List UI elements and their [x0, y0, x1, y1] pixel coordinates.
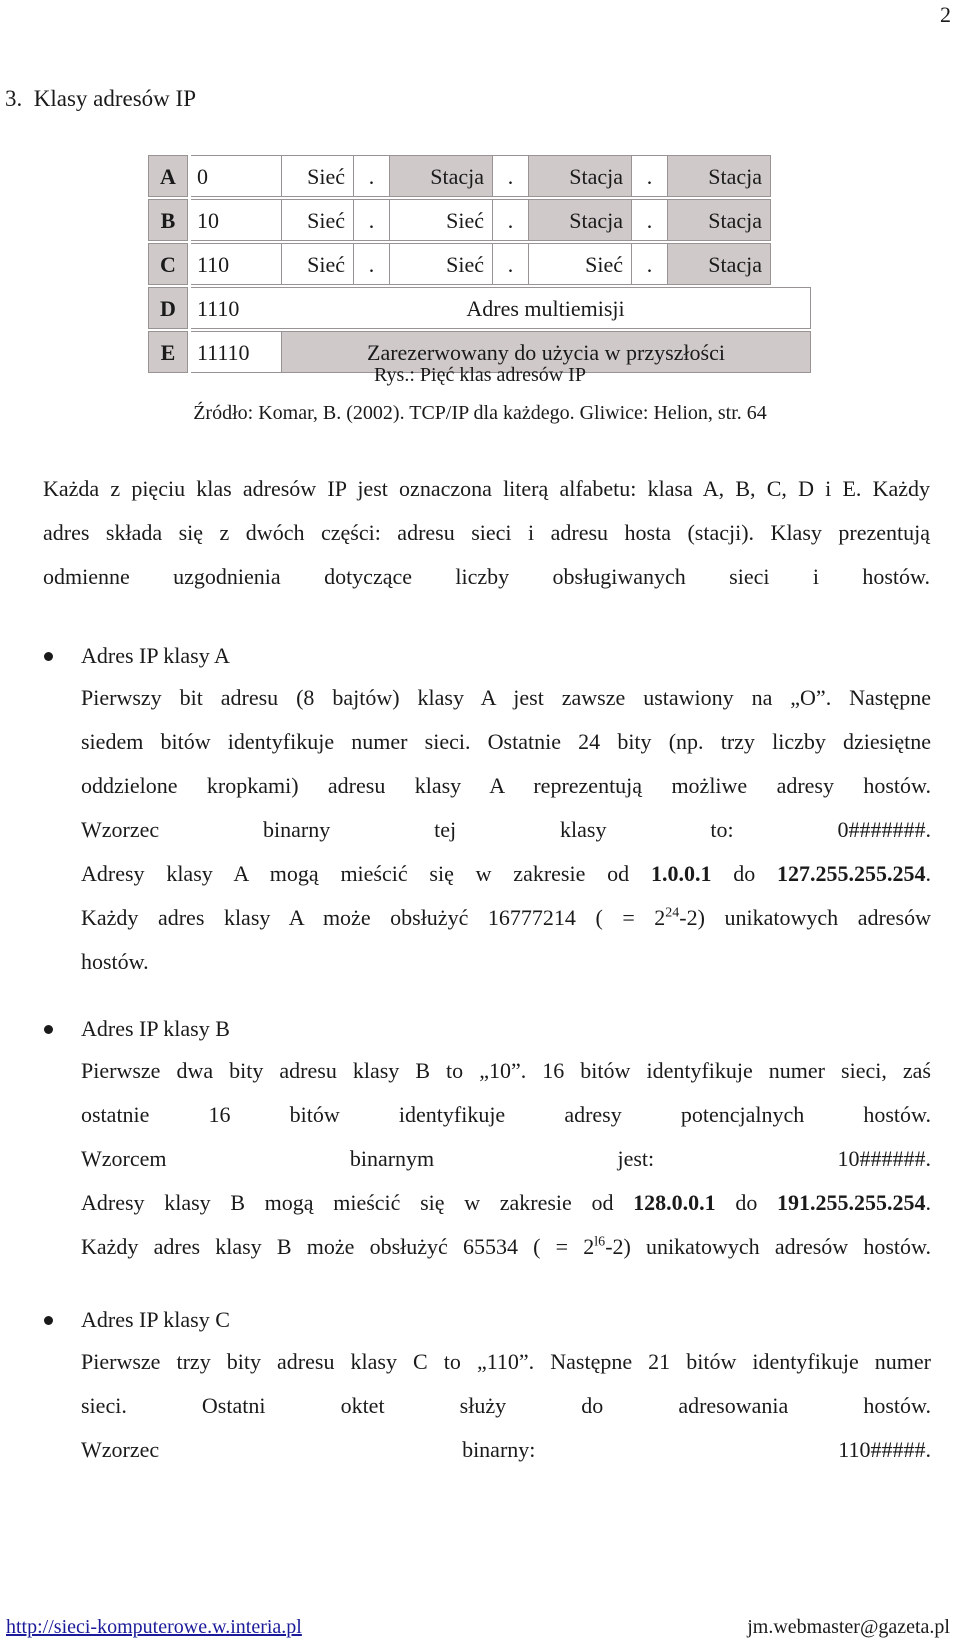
ip-classes-figure: [148, 155, 811, 375]
bullet-icon: [44, 652, 53, 661]
octet-separator: .: [493, 243, 528, 285]
class-description: Zarezerwowany do użycia w przyszłości: [281, 331, 811, 373]
text-line: Każda z pięciu klas adresów IP jest oznaczona literą alfabetu: klasa A, B, C, D i E. Każdy: [43, 476, 930, 501]
range-text: Adresy klasy B mogą mieścić się w zakresie od: [81, 1190, 634, 1215]
address-segment: Stacja: [528, 155, 632, 197]
octet-separator: .: [354, 243, 389, 285]
address-segment: Stacja: [528, 199, 632, 241]
text-line: Pierwsze trzy bity adresu klasy C to „110”. Następne 21 bitów identyfikuje numer: [81, 1349, 931, 1374]
address-segment: Stacja: [667, 155, 771, 197]
octet-separator: .: [493, 199, 528, 241]
octet-separator: .: [354, 199, 389, 241]
address-segment: Sieć: [389, 243, 493, 285]
range-text: do: [711, 861, 777, 886]
class-row-b: [148, 199, 811, 243]
host-count-text: -2) unikatowych adresów hostów.: [605, 1234, 932, 1259]
text-line: ostatnie 16 bitów identyfikuje adresy potencjalnych hostów.: [81, 1102, 931, 1127]
text-line: hostów.: [81, 949, 149, 974]
binary-pattern: Wzorzec binarny: 110#####.: [81, 1437, 931, 1462]
section-heading: 3. Klasy adresów IP: [5, 86, 196, 111]
exponent: l6: [594, 1234, 606, 1250]
address-segment: Stacja: [667, 199, 771, 241]
page-number: 2: [940, 2, 951, 27]
class-a-title: Adres IP klasy A: [81, 643, 230, 668]
address-range: [81, 852, 931, 896]
class-row-a: [148, 155, 811, 199]
address-segment: Stacja: [389, 155, 493, 197]
class-bits: 0: [191, 155, 281, 197]
figure-caption: Rys.: Pięć klas adresów IP: [374, 364, 586, 386]
footer-website-link[interactable]: http://sieci-komputerowe.w.interia.pl: [6, 1616, 302, 1638]
text-line: Pierwsze dwa bity adresu klasy B to „10”. 16 bitów identyfikuje numer sieci, zaś: [81, 1058, 931, 1083]
address-segment: Sieć: [281, 155, 354, 197]
class-letter: B: [148, 199, 188, 241]
octet-separator: .: [632, 199, 667, 241]
binary-pattern: Wzorcem binarnym jest: 10######.: [81, 1146, 931, 1171]
address-segment: Sieć: [389, 199, 493, 241]
exponent: 24: [665, 905, 680, 921]
class-bits: 110: [191, 243, 281, 285]
address-segment: Sieć: [281, 243, 354, 285]
range-to: 191.255.255.254: [777, 1190, 926, 1215]
address-segment: Sieć: [281, 199, 354, 241]
host-count-text: Każdy adres klasy A może obsłużyć 16777214 ( = 2: [81, 905, 666, 930]
class-b-body: [81, 1049, 931, 1269]
class-letter: C: [148, 243, 188, 285]
range-from: 1.0.0.1: [650, 861, 712, 886]
octet-separator: .: [632, 155, 667, 197]
text-line: oddzielone kropkami) adresu klasy A reprezentują możliwe adresy hostów.: [81, 773, 931, 798]
class-bits: 11110: [191, 331, 281, 373]
range-to: 127.255.255.254: [777, 861, 926, 886]
intro-paragraph: [43, 467, 930, 599]
bullet-icon: [44, 1316, 53, 1325]
class-letter: D: [148, 287, 188, 329]
class-letter: A: [148, 155, 188, 197]
octet-separator: .: [354, 155, 389, 197]
figure-source: Źródło: Komar, B. (2002). TCP/IP dla każdego. Gliwice: Helion, str. 64: [193, 402, 767, 424]
class-letter: E: [148, 331, 188, 373]
host-count-text: -2) unikatowych adresów: [679, 905, 932, 930]
text-line: adres składa się z dwóch części: adresu sieci i adresu hosta (stacji). Klasy prezentują: [43, 520, 930, 545]
text-line: sieci. Ostatni oktet służy do adresowania hostów.: [81, 1393, 931, 1418]
class-b-title: Adres IP klasy B: [81, 1016, 230, 1041]
class-row-c: [148, 243, 811, 287]
text-line: Pierwszy bit adresu (8 bajtów) klasy A jest zawsze ustawiony na „O”. Następne: [81, 685, 931, 710]
address-segment: Stacja: [667, 243, 771, 285]
class-row-d: [148, 287, 811, 331]
class-bits: 10: [191, 199, 281, 241]
text-line: odmienne uzgodnienia dotyczące liczby obsługiwanych sieci i hostów.: [43, 564, 930, 589]
range-from: 128.0.0.1: [633, 1190, 716, 1215]
octet-separator: .: [493, 155, 528, 197]
class-bits: 1110: [191, 287, 281, 329]
class-description: Adres multiemisji: [281, 287, 811, 329]
host-count-text: Każdy adres klasy B może obsłużyć 65534 ( = 2: [81, 1234, 595, 1259]
footer-email: jm.webmaster@gazeta.pl: [747, 1616, 950, 1638]
address-range: [81, 1181, 931, 1225]
class-c-body: [81, 1340, 931, 1472]
text-line: siedem bitów identyfikuje numer sieci. Ostatnie 24 bity (np. trzy liczby dziesiętne: [81, 729, 931, 754]
range-text: Adresy klasy A mogą mieścić się w zakresie od: [81, 861, 651, 886]
binary-pattern: Wzorzec binarny tej klasy to: 0#######.: [81, 817, 931, 842]
range-text: .: [925, 861, 931, 886]
range-text: .: [925, 1190, 931, 1215]
host-count: [81, 1225, 931, 1269]
range-text: do: [715, 1190, 777, 1215]
host-count: [81, 896, 931, 940]
address-segment: Sieć: [528, 243, 632, 285]
octet-separator: .: [632, 243, 667, 285]
class-c-title: Adres IP klasy C: [81, 1307, 230, 1332]
bullet-icon: [44, 1025, 53, 1034]
class-a-body: [81, 676, 931, 984]
